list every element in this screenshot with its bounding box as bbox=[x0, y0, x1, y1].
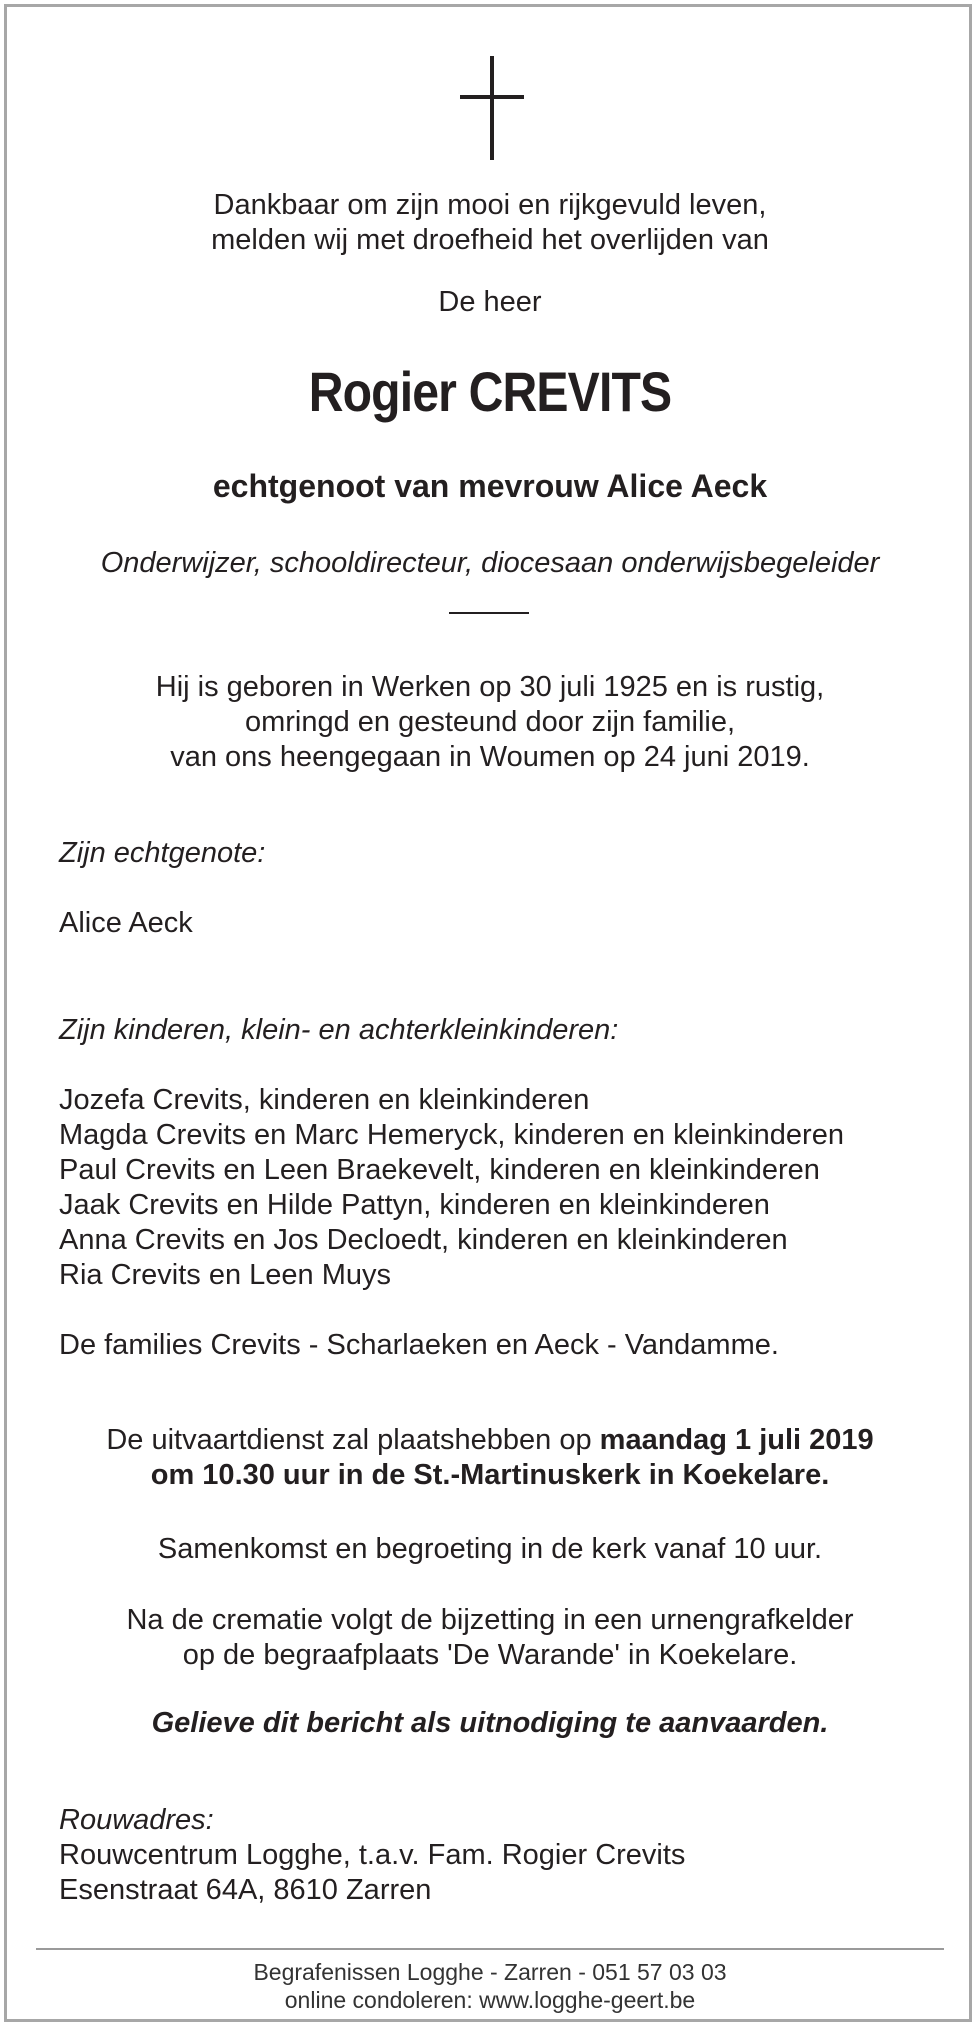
burial-info bbox=[0, 1603, 980, 1673]
address bbox=[59, 1838, 685, 1908]
list-item: Magda Crevits en Marc Hemeryck, kinderen en kleinkinderen bbox=[59, 1119, 844, 1151]
service-time-place: om 10.30 uur in de St.-Martinuskerk in Koekelare. bbox=[150, 1459, 830, 1491]
spouse-line: echtgenoot van mevrouw Alice Aeck bbox=[212, 468, 768, 504]
service-date: maandag 1 juli 2019 bbox=[599, 1424, 874, 1456]
burial-line: op de begraafplaats 'De Warande' in Koekelare. bbox=[182, 1639, 798, 1671]
salutation: De heer bbox=[438, 286, 542, 318]
divider bbox=[449, 612, 529, 614]
footer-line: online condoleren: www.logghe-geert.be bbox=[284, 1987, 696, 2013]
children-list bbox=[59, 1083, 844, 1293]
list-item: Anna Crevits en Jos Decloedt, kinderen en kleinkinderen bbox=[59, 1224, 788, 1256]
footer bbox=[0, 1958, 980, 2014]
gathering: Samenkomst en begroeting in de kerk vanaf 10 uur. bbox=[157, 1533, 823, 1565]
service-prefix: De uitvaartdienst zal plaatshebben op bbox=[106, 1424, 600, 1456]
service-info bbox=[0, 1423, 980, 1493]
birth-death-line: Hij is geboren in Werken op 30 juli 1925 en is rustig, bbox=[155, 671, 825, 703]
burial-line: Na de crematie volgt de bijzetting in een urnengrafkelder bbox=[126, 1604, 854, 1636]
footer-line: Begrafenissen Logghe - Zarren - 051 57 03 03 bbox=[253, 1959, 727, 1985]
deceased-name: Rogier CREVITS bbox=[308, 360, 672, 423]
spouse-heading: Zijn echtgenote: bbox=[59, 837, 266, 869]
birth-death-text bbox=[0, 670, 980, 775]
birth-death-line: van ons heengegaan in Woumen op 24 juni 2019. bbox=[170, 741, 810, 773]
intro-text bbox=[0, 188, 980, 258]
address-heading: Rouwadres: bbox=[59, 1804, 214, 1836]
intro-line: Dankbaar om zijn mooi en rijkgevuld leven, bbox=[213, 189, 767, 221]
invitation: Gelieve dit bericht als uitnodiging te aanvaarden. bbox=[151, 1707, 829, 1739]
children-heading: Zijn kinderen, klein- en achterkleinkinderen: bbox=[59, 1014, 619, 1046]
address-line: Esenstraat 64A, 8610 Zarren bbox=[59, 1874, 432, 1906]
address-line: Rouwcentrum Logghe, t.a.v. Fam. Rogier Crevits bbox=[59, 1839, 686, 1871]
families: De families Crevits - Scharlaeken en Aeck - Vandamme. bbox=[59, 1329, 779, 1361]
profession: Onderwijzer, schooldirecteur, diocesaan onderwijsbegeleider bbox=[100, 547, 880, 579]
list-item: Ria Crevits en Leen Muys bbox=[59, 1259, 392, 1291]
list-item: Jaak Crevits en Hilde Pattyn, kinderen en kleinkinderen bbox=[59, 1189, 770, 1221]
intro-line: melden wij met droefheid het overlijden van bbox=[211, 224, 769, 256]
list-item: Jozefa Crevits, kinderen en kleinkinderen bbox=[59, 1084, 590, 1116]
birth-death-line: omringd en gesteund door zijn familie, bbox=[244, 706, 736, 738]
spouse-name: Alice Aeck bbox=[59, 907, 193, 939]
list-item: Paul Crevits en Leen Braekevelt, kinderen en kleinkinderen bbox=[59, 1154, 820, 1186]
cross-icon bbox=[460, 56, 524, 160]
footer-divider bbox=[36, 1948, 944, 1950]
